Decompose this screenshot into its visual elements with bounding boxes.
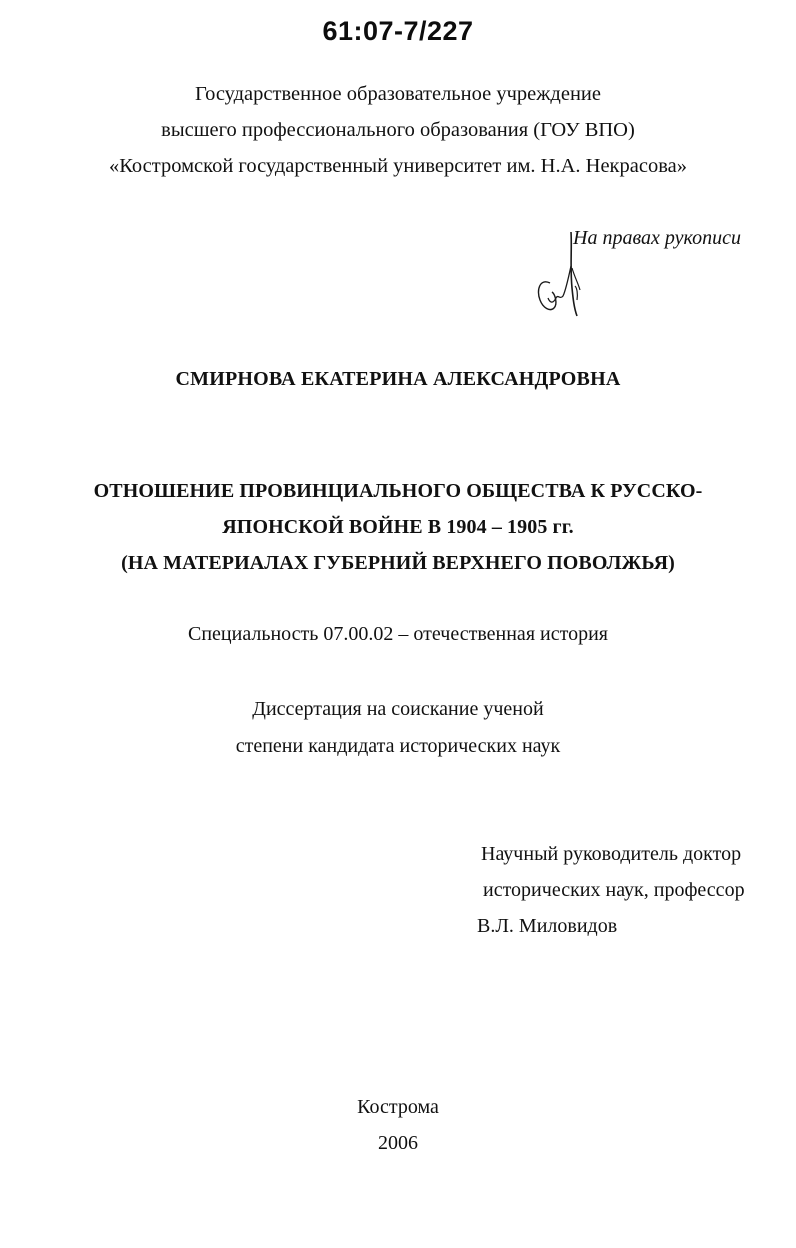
archive-code: 61:07-7/227 [322,16,474,46]
institution-line-2: высшего профессионального образования (ГОУ ВПО) [161,119,635,141]
year: 2006 [378,1132,418,1154]
supervisor-line-1: Научный руководитель доктор [481,843,742,865]
institution-line-3: «Костромской государственный университет им. Н.А. Некрасова» [109,155,687,177]
supervisor-name: В.Л. Миловидов [477,915,618,937]
degree-line-2: степени кандидата исторических наук [235,735,561,757]
city: Кострома [357,1096,439,1118]
supervisor-line-2: исторических наук, профессор [483,879,745,901]
title-line-1: ОТНОШЕНИЕ ПРОВИНЦИАЛЬНОГО ОБЩЕСТВА К РУССКО- [93,480,703,502]
title-line-2: ЯПОНСКОЙ ВОЙНЕ В 1904 – 1905 гг. [222,516,574,538]
specialty: Специальность 07.00.02 – отечественная история [188,623,608,645]
institution-line-1: Государственное образовательное учреждение [195,83,601,105]
degree-line-1: Диссертация на соискание ученой [252,698,544,720]
author-name: СМИРНОВА ЕКАТЕРИНА АЛЕКСАНДРОВНА [175,368,621,390]
title-line-3: (НА МАТЕРИАЛАХ ГУБЕРНИЙ ВЕРХНЕГО ПОВОЛЖЬЯ) [121,552,675,574]
signature-icon [530,228,600,323]
rights-notice: На правах рукописи [573,227,741,249]
